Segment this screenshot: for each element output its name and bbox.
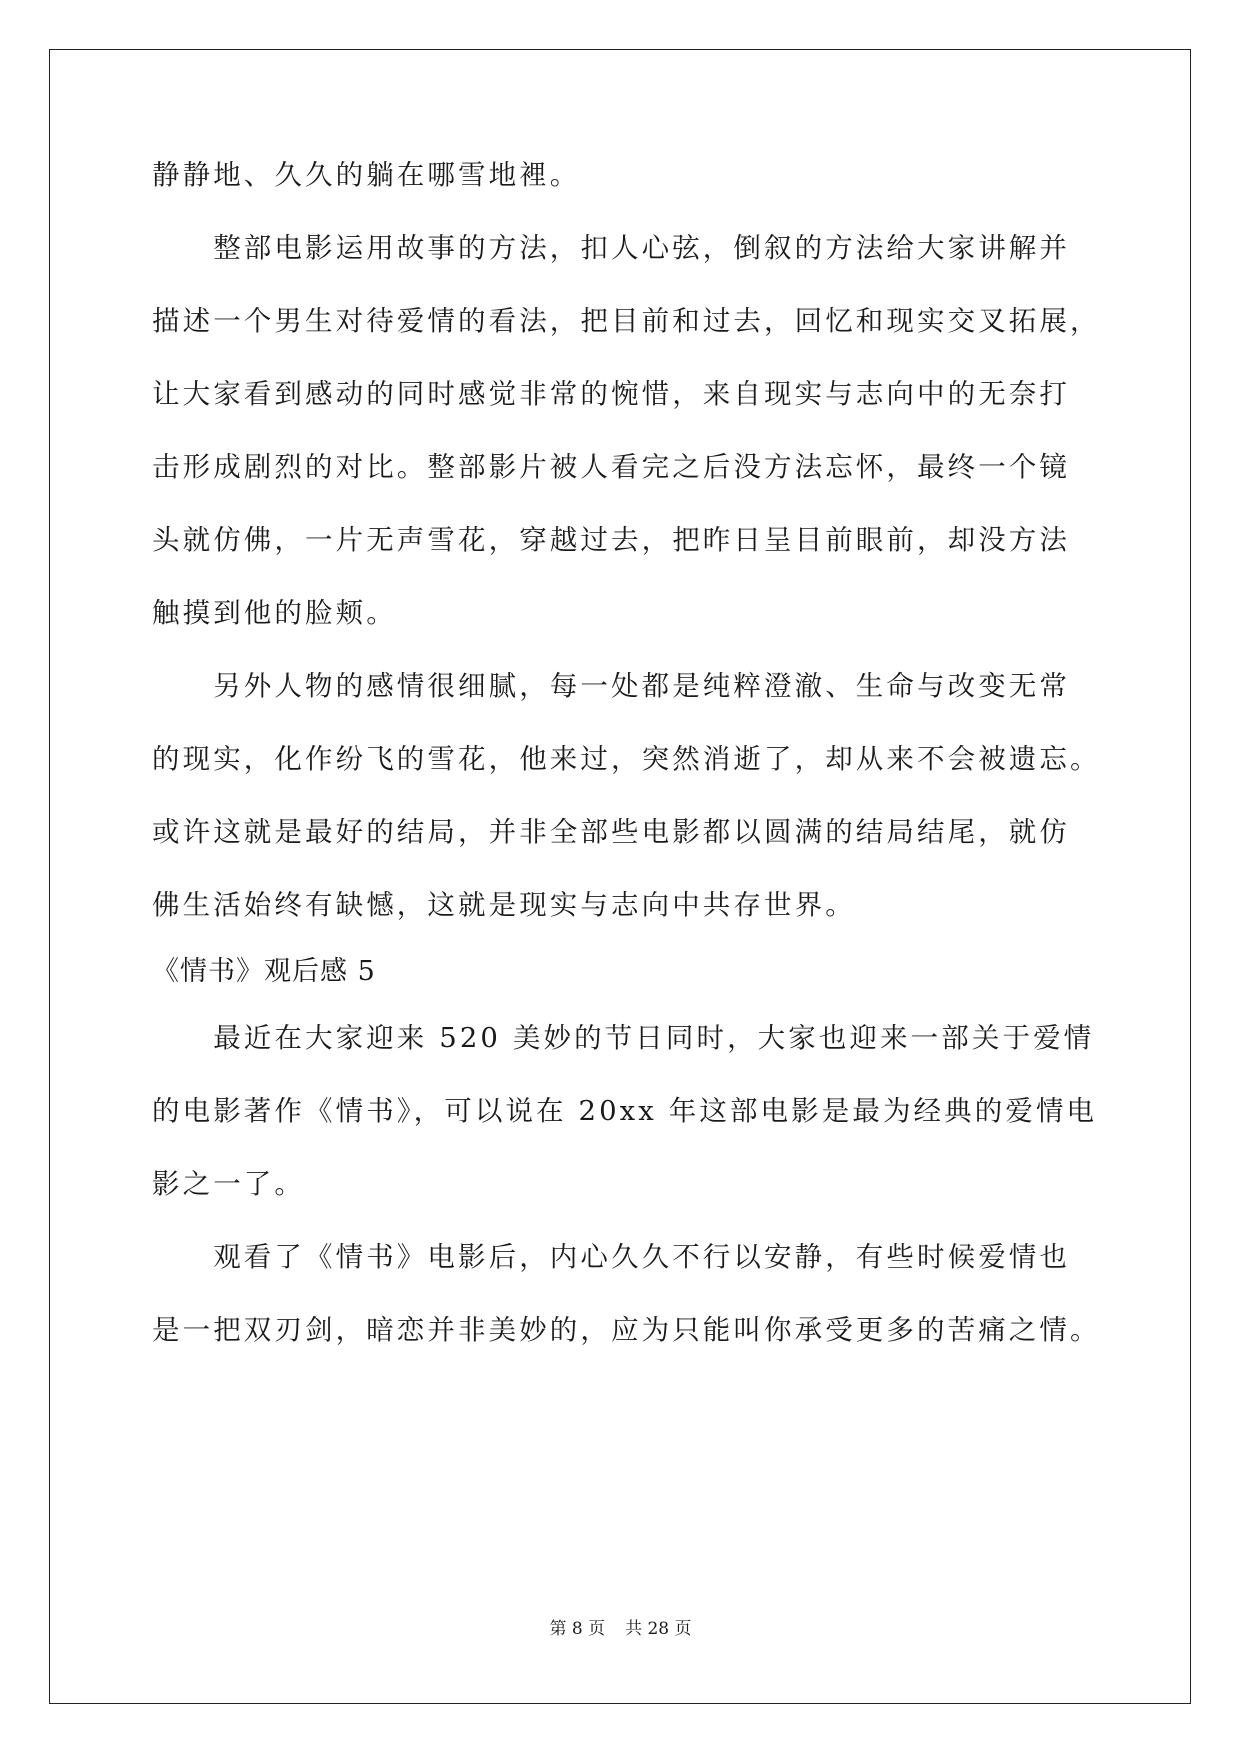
paragraph-line: 头就仿佛，一片无声雪花，穿越过去，把昨日呈目前眼前，却没方法 (152, 524, 1070, 556)
paragraph-line: 或许这就是最好的结局，并非全部些电影都以圆满的结局结尾，就仿 (152, 816, 1070, 848)
paragraph-line: 整部电影运用故事的方法，扣人心弦，倒叙的方法给大家讲解并 (152, 232, 1070, 264)
paragraph-line: 击形成剧烈的对比。整部影片被人看完之后没方法忘怀，最终一个镜 (152, 451, 1070, 483)
paragraph-line: 的电影著作《情书》，可以说在 20xx 年这部电影是最为经典的爱情电 (152, 1095, 1098, 1127)
section-heading: 《情书》观后感 5 (152, 956, 376, 987)
paragraph-line: 描述一个男生对待爱情的看法，把目前和过去，回忆和现实交叉拓展， (152, 305, 1101, 337)
page-number-total: 共 28 页 (625, 1619, 692, 1639)
paragraph-line: 影之一了。 (152, 1168, 305, 1200)
paragraph-line: 让大家看到感动的同时感觉非常的惋惜，来自现实与志向中的无奈打 (152, 378, 1070, 410)
paragraph-line: 观看了《情书》电影后，内心久久不行以安静，有些时候爱情也 (152, 1241, 1070, 1273)
paragraph-line: 佛生活始终有缺憾，这就是现实与志向中共存世界。 (152, 889, 856, 921)
paragraph-line: 最近在大家迎来 520 美妙的节日同时，大家也迎来一部关于爱情 (152, 1022, 1095, 1054)
page-number-current: 第 8 页 (549, 1619, 606, 1639)
page-border (49, 49, 1191, 1704)
paragraph-line: 另外人物的感情很细腻，每一处都是纯粹澄澈、生命与改变无常 (152, 670, 1070, 702)
page-footer (0, 1621, 1241, 1638)
paragraph-line: 静静地、久久的躺在哪雪地裡。 (152, 159, 581, 191)
paragraph-line: 触摸到他的脸颊。 (152, 597, 397, 629)
paragraph-line: 是一把双刃剑，暗恋并非美妙的，应为只能叫你承受更多的苦痛之情。 (152, 1314, 1101, 1346)
paragraph-line: 的现实，化作纷飞的雪花，他来过，突然消逝了，却从来不会被遗忘。 (152, 743, 1101, 775)
